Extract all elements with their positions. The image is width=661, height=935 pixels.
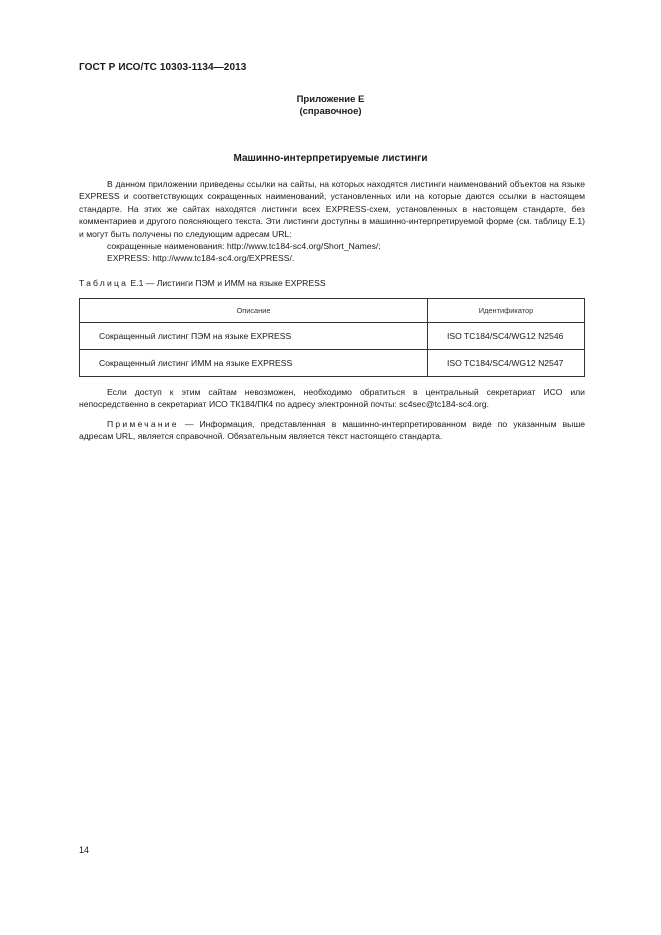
table-header-row <box>80 299 585 323</box>
note-paragraph <box>79 418 585 443</box>
appendix-subtitle: (справочное) <box>299 106 362 117</box>
express-url-line: EXPRESS: http://www.tc184-sc4.org/EXPRESS/. <box>107 253 295 264</box>
section-title: Машинно-интерпретируемые листинги <box>233 153 428 164</box>
row-description: Сокращенный листинг ИММ на языке EXPRESS <box>80 350 428 377</box>
document-header: ГОСТ Р ИСО/ТС 10303-1134—2013 <box>79 62 247 73</box>
intro-paragraph: В данном приложении приведены ссылки на сайты, на которых находятся листинги наименований объектов на языке EXPRESS и соответствующих сокращенных наименований, установленных или на которые даются ссылки в настоящем стандарте. На этих же сайтах находятся листинги всех EXPRESS-схем, установленных в настоящем стандарте, без комментариев и другого поясняющего текста. Эти листинги доступны в машинно-интерпретируемой форме (см. таблицу Е.1) и могут быть получены по следующим адресам URL: <box>79 179 585 239</box>
table-row <box>80 350 585 377</box>
short-names-url-line: сокращенные наименования: http://www.tc184-sc4.org/Short_Names/; <box>107 241 381 252</box>
row-description: Сокращенный листинг ПЭМ на языке EXPRESS <box>80 323 428 350</box>
note-block <box>79 418 585 443</box>
row-identifier: ISO TC184/SC4/WG12 N2547 <box>428 350 585 377</box>
intro-block <box>79 178 585 265</box>
appendix-heading <box>0 94 661 118</box>
header-description: Описание <box>80 299 428 323</box>
listings-table <box>79 298 585 377</box>
table-row <box>80 323 585 350</box>
header-identifier: Идентификатор <box>428 299 585 323</box>
page-number: 14 <box>79 845 90 855</box>
table-caption <box>79 278 326 288</box>
access-paragraph: Если доступ к этим сайтам невозможен, необходимо обратиться в центральный секретариат ИСО или непосредственно в секретариат ИСО ТК184/ПК4 по адресу электронной почты: sc4sec@tc184-sc4.org. <box>79 387 585 410</box>
note-text: — Информация, представленная в машинно-интерпретированном виде по указанным выше адресам URL, является справочной. Обязательным является текст настоящего стандарта. <box>79 419 585 442</box>
table-caption-label: Таблица <box>79 278 129 288</box>
row-identifier: ISO TC184/SC4/WG12 N2546 <box>428 323 585 350</box>
access-block <box>79 386 585 411</box>
appendix-title: Приложение Е <box>296 94 365 105</box>
table-caption-text: Е.1 — Листинги ПЭМ и ИММ на языке EXPRESS <box>130 278 326 288</box>
note-label: Примечание <box>107 419 179 429</box>
